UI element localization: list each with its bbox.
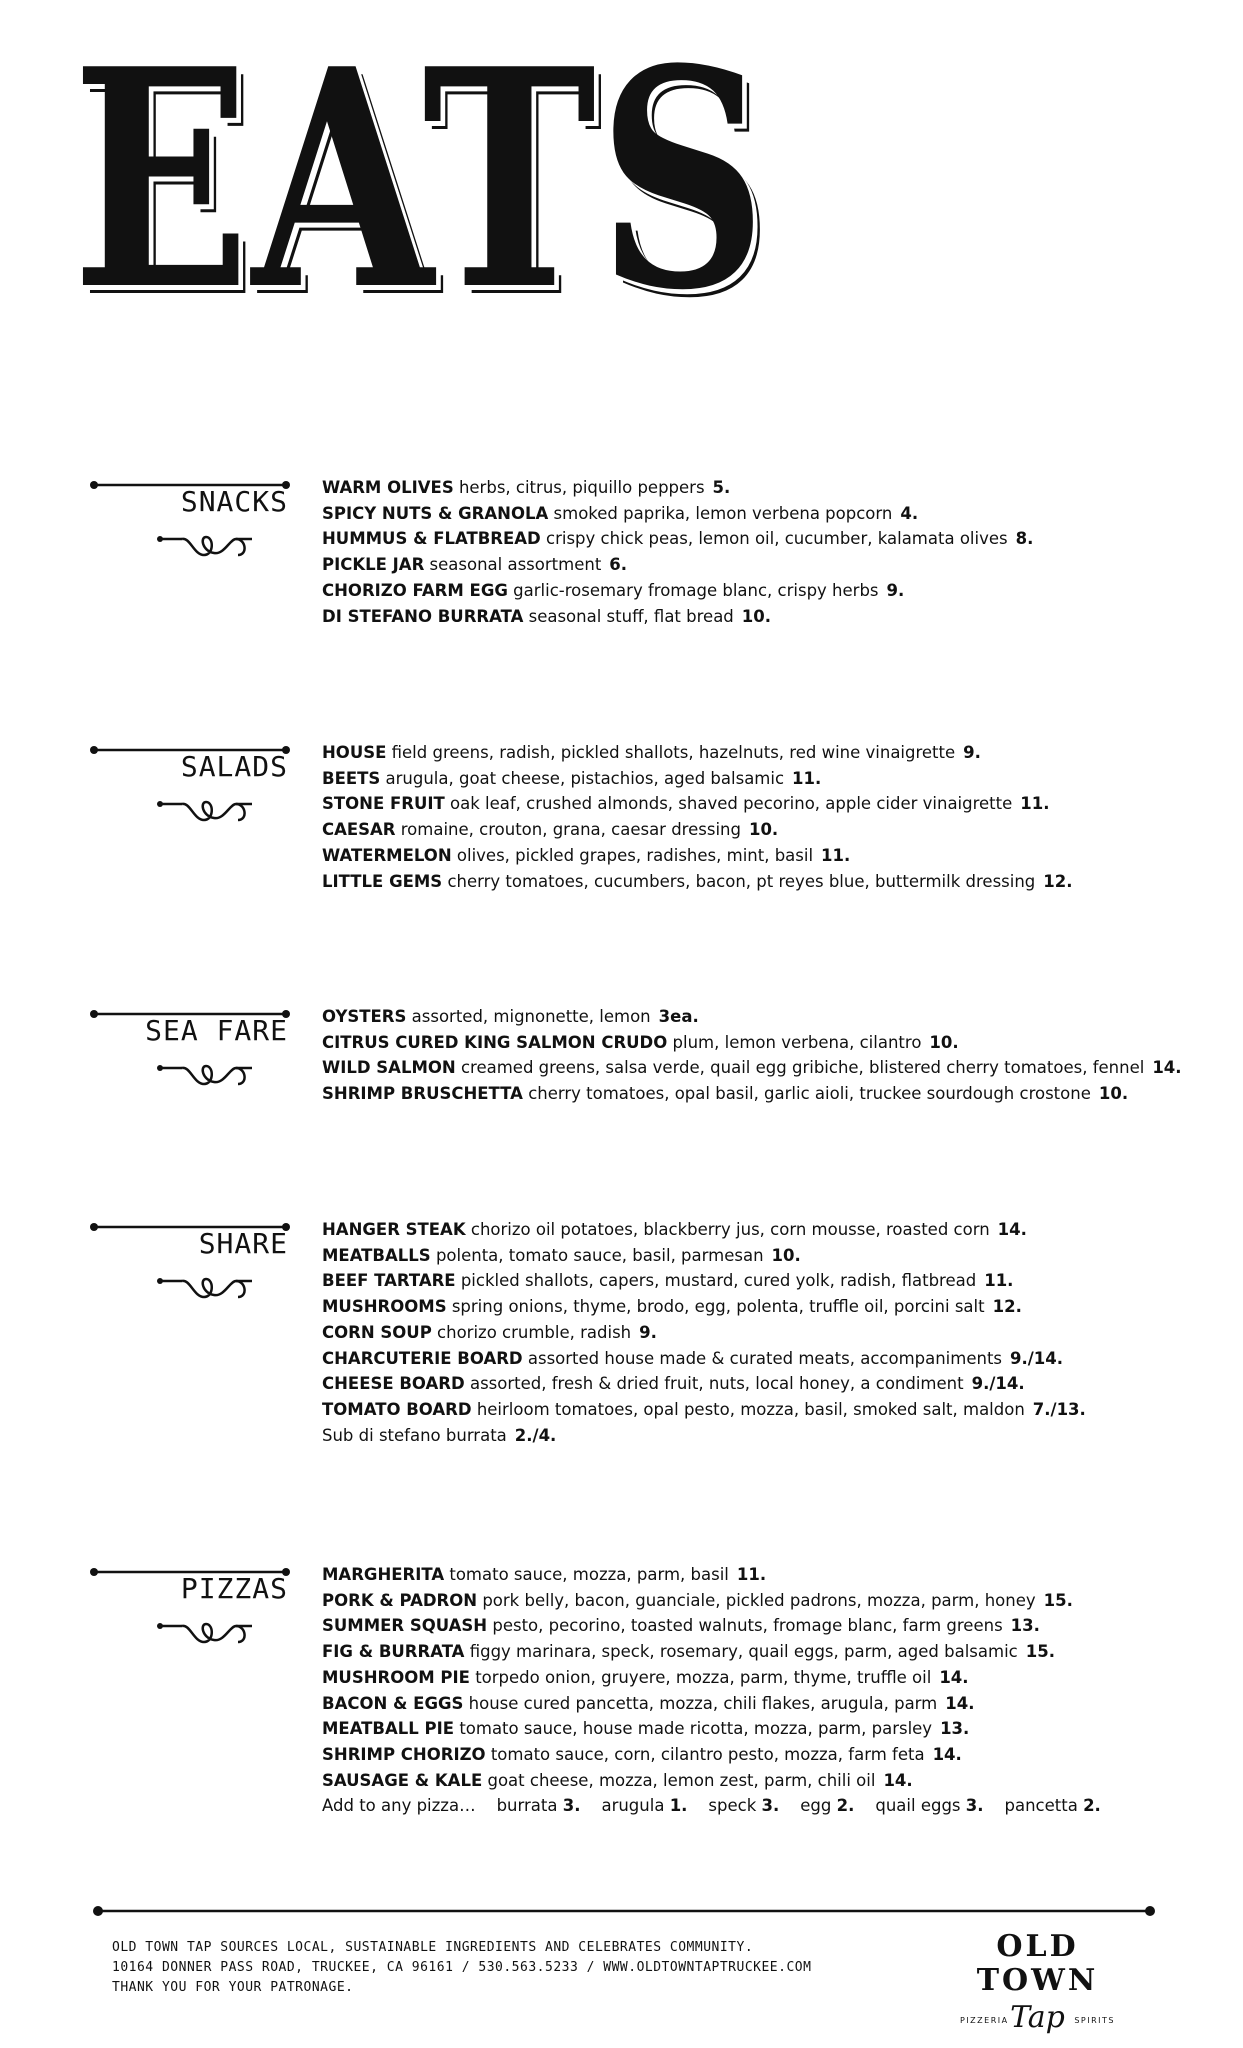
menu-item: PORK & PADRON pork belly, bacon, guanciale, pickled padrons, mozza, parm, honey 15. bbox=[322, 1590, 1073, 1610]
menu-list bbox=[322, 740, 1073, 894]
footer-line: THANK YOU FOR YOUR PATRONAGE. bbox=[112, 1980, 354, 1995]
footer-line: OLD TOWN TAP SOURCES LOCAL, SUSTAINABLE INGREDIENTS AND CELEBRATES COMMUNITY. bbox=[112, 1940, 754, 1955]
menu-item: MUSHROOM PIE torpedo onion, gruyere, mozza, parm, thyme, truffle oil 14. bbox=[322, 1667, 969, 1687]
menu-item: CHORIZO FARM EGG garlic-rosemary fromage blanc, crispy herbs 9. bbox=[322, 580, 905, 600]
footer-divider bbox=[92, 1904, 1156, 1918]
menu-item: SHRIMP BRUSCHETTA cherry tomatoes, opal basil, garlic aioli, truckee sourdough crostone 10. bbox=[322, 1084, 1129, 1104]
menu-item: HOUSE field greens, radish, pickled shallots, hazelnuts, red wine vinaigrette 9. bbox=[322, 743, 981, 762]
menu-item: CHEESE BOARD assorted, fresh & dried fruit, nuts, local honey, a condiment 9./14. bbox=[322, 1374, 1025, 1394]
menu-item: DI STEFANO BURRATA seasonal stuff, flat bread 10. bbox=[322, 606, 772, 626]
logo-script: Tap bbox=[1010, 2000, 1065, 2035]
menu-item: CITRUS CURED KING SALMON CRUDO plum, lemon verbena, cilantro 10. bbox=[322, 1032, 959, 1052]
menu-item: SPICY NUTS & GRANOLA smoked paprika, lemon verbena popcorn 4. bbox=[322, 503, 919, 523]
menu-item: MEATBALL PIE tomato sauce, house made ricotta, mozza, parm, parsley 13. bbox=[322, 1719, 970, 1739]
logo-tag-left: PIZZERIA bbox=[960, 2016, 1009, 2025]
footer-info bbox=[112, 1938, 811, 1998]
menu-item: LITTLE GEMS cherry tomatoes, cucumbers, bacon, pt reyes blue, buttermilk dressing 12. bbox=[322, 871, 1073, 891]
menu-item: HANGER STEAK chorizo oil potatoes, blackberry jus, corn mousse, roasted corn 14. bbox=[322, 1220, 1027, 1239]
menu-list bbox=[322, 1217, 1086, 1448]
menu-item: WARM OLIVES herbs, citrus, piquillo peppers 5. bbox=[322, 478, 731, 497]
menu-item: STONE FRUIT oak leaf, crushed almonds, shaved pecorino, apple cider vinaigrette 11. bbox=[322, 794, 1050, 814]
logo-tag-right: SPIRITS bbox=[1074, 2016, 1115, 2025]
menu-item: WILD SALMON creamed greens, salsa verde, quail egg gribiche, blistered cherry tomatoes, fennel 14. bbox=[322, 1058, 1182, 1078]
menu-item: CAESAR romaine, crouton, grana, caesar dressing 10. bbox=[322, 820, 779, 840]
menu-item: MUSHROOMS spring onions, thyme, brodo, egg, polenta, truffle oil, porcini salt 12. bbox=[322, 1297, 1022, 1317]
logo-wordmark: OLD TOWN bbox=[976, 1929, 1099, 1998]
menu-item: TOMATO BOARD heirloom tomatoes, opal pesto, mozza, basil, smoked salt, maldon 7./13. bbox=[322, 1399, 1086, 1419]
section-title: SNACKS bbox=[180, 485, 288, 518]
menu-list bbox=[322, 1004, 1182, 1107]
menu-item: OYSTERS assorted, mignonette, lemon 3ea. bbox=[322, 1007, 699, 1026]
menu-item: Sub di stefano burrata 2./4. bbox=[322, 1425, 557, 1445]
section-title: SEA FARE bbox=[145, 1014, 288, 1047]
page-title: EATS bbox=[72, 3, 769, 356]
menu-item: SUMMER SQUASH pesto, pecorino, toasted walnuts, fromage blanc, farm greens 13. bbox=[322, 1616, 1040, 1636]
menu-list bbox=[322, 1562, 1101, 1819]
menu-item: CORN SOUP chorizo crumble, radish 9. bbox=[322, 1322, 657, 1342]
menu-item: WATERMELON olives, pickled grapes, radishes, mint, basil 11. bbox=[322, 845, 851, 865]
footer-address: 10164 DONNER PASS ROAD, TRUCKEE, CA 96161 / 530.563.5233 / WWW.OLDTOWNTAPTRUCKEE.COM bbox=[112, 1960, 812, 1975]
section-title: SALADS bbox=[180, 750, 288, 783]
menu-item: BEEF TARTARE pickled shallots, capers, mustard, cured yolk, radish, flatbread 11. bbox=[322, 1271, 1014, 1291]
menu-item: MARGHERITA tomato sauce, mozza, parm, basil 11. bbox=[322, 1565, 767, 1584]
pizza-addons: Add to any pizza… burrata 3. arugula 1. speck 3. egg 2. quail eggs 3. pancetta 2. bbox=[322, 1796, 1101, 1816]
section-title: SHARE bbox=[198, 1227, 288, 1260]
menu-item: BACON & EGGS house cured pancetta, mozza, chili flakes, arugula, parm 14. bbox=[322, 1693, 975, 1713]
old-town-tap-logo bbox=[930, 1929, 1145, 2035]
menu-item: CHARCUTERIE BOARD assorted house made & curated meats, accompaniments 9./14. bbox=[322, 1348, 1064, 1368]
menu-item: PICKLE JAR seasonal assortment 6. bbox=[322, 555, 628, 575]
menu-item: FIG & BURRATA figgy marinara, speck, rosemary, quail eggs, parm, aged balsamic 15. bbox=[322, 1642, 1055, 1662]
menu-item: SHRIMP CHORIZO tomato sauce, corn, cilantro pesto, mozza, farm feta 14. bbox=[322, 1744, 962, 1764]
menu-list bbox=[322, 475, 1033, 629]
menu-item: MEATBALLS polenta, tomato sauce, basil, parmesan 10. bbox=[322, 1245, 801, 1265]
menu-item: HUMMUS & FLATBREAD crispy chick peas, lemon oil, cucumber, kalamata olives 8. bbox=[322, 529, 1034, 549]
menu-item: BEETS arugula, goat cheese, pistachios, aged balsamic 11. bbox=[322, 768, 822, 788]
menu-item: SAUSAGE & KALE goat cheese, mozza, lemon zest, parm, chili oil 14. bbox=[322, 1770, 913, 1790]
section-title: PIZZAS bbox=[180, 1572, 288, 1605]
